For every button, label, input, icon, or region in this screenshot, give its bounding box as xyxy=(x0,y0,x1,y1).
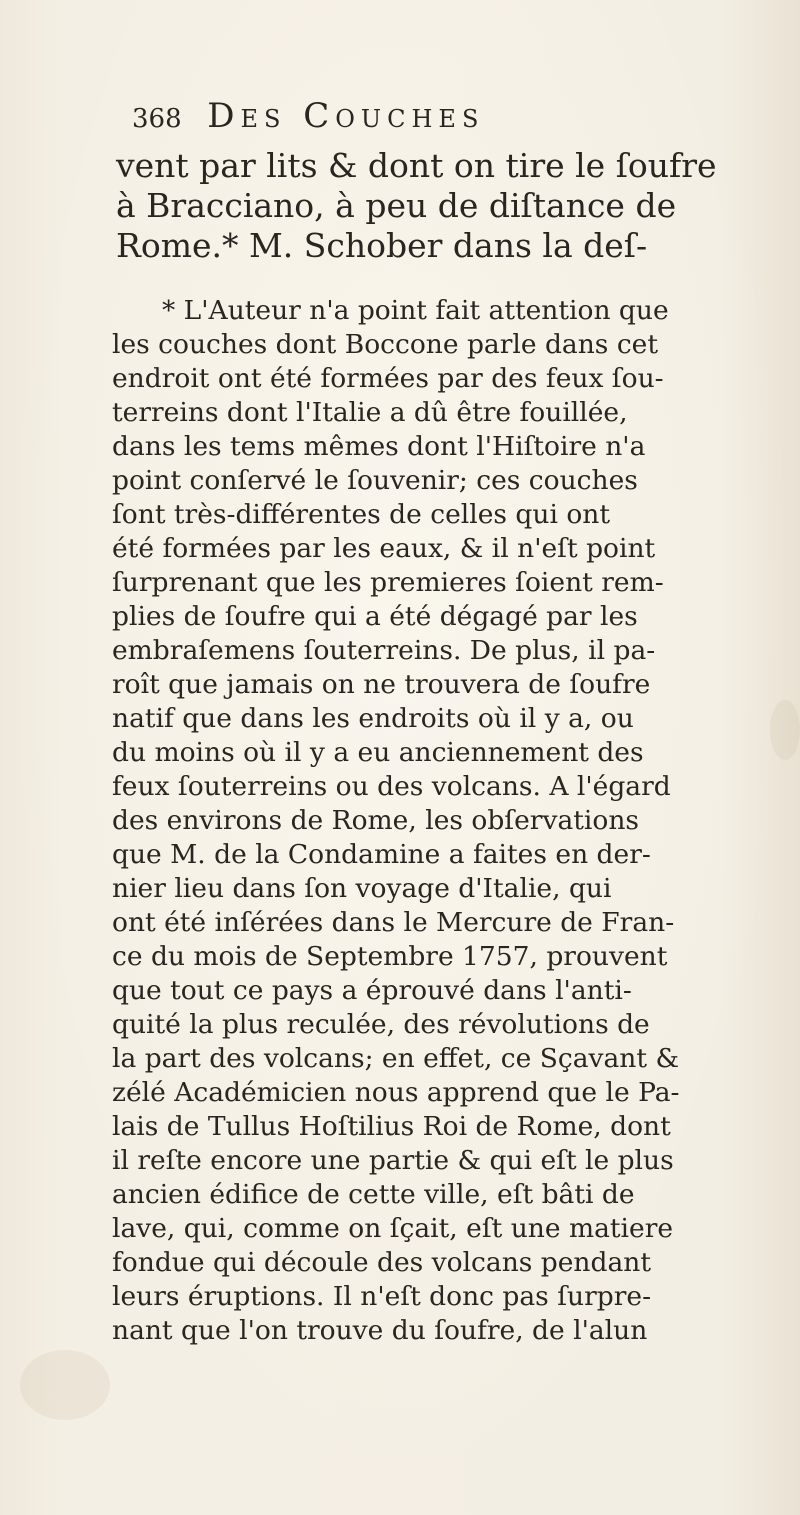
footnote-line: terreins dont l'Italie a dû être fouillée, xyxy=(112,397,628,428)
footnote-line: été formées par les eaux, & il n'eſt point xyxy=(112,533,656,564)
footnote-line: que tout ce pays a éprouvé dans l'anti- xyxy=(112,975,632,1006)
footnote-line: * L'Auteur n'a point fait attention que xyxy=(162,295,669,326)
paper-stain xyxy=(770,700,800,760)
text-line: à Bracciano, à peu de diſtance de xyxy=(116,186,677,225)
footnote-line: endroit ont été formées par des feux ſou- xyxy=(112,363,664,394)
running-title: Des Couches xyxy=(207,96,485,136)
main-text xyxy=(116,146,776,266)
footnote-line: lais de Tullus Hoſtilius Roi de Rome, dont xyxy=(112,1111,671,1142)
text-line: vent par lits & dont on tire le ſoufre xyxy=(116,146,717,185)
footnote-line: ancien édifice de cette ville, eſt bâti de xyxy=(112,1179,635,1210)
footnote-line: du moins où il y a eu anciennement des xyxy=(112,737,644,768)
footnote-line: nant que l'on trouve du ſoufre, de l'alun xyxy=(112,1315,648,1346)
footnote-line: que M. de la Condamine a faites en der- xyxy=(112,839,651,870)
footnote-line: des environs de Rome, les obſervations xyxy=(112,805,639,836)
footnote-line: ont été inſérées dans le Mercure de Fran- xyxy=(112,907,675,938)
page-number: 368 xyxy=(132,104,182,134)
footnote-line: zélé Académicien nous apprend que le Pa- xyxy=(112,1077,680,1108)
footnote-line: ce du mois de Septembre 1757, prouvent xyxy=(112,941,668,972)
footnote-line: lave, qui, comme on ſçait, eſt une matiere xyxy=(112,1213,674,1244)
footnote-line: ſurprenant que les premieres ſoient rem- xyxy=(112,567,664,598)
paper-stain xyxy=(20,1350,110,1420)
footnote-line: ſont très-différentes de celles qui ont xyxy=(112,499,611,530)
footnote-line: natif que dans les endroits où il y a, ou xyxy=(112,703,634,734)
footnote-line: embraſemens ſouterreins. De plus, il pa- xyxy=(112,635,656,666)
footnote-line: fondue qui découle des volcans pendant xyxy=(112,1247,651,1278)
footnote xyxy=(112,294,772,1348)
text-line: Rome.* M. Schober dans la deſ- xyxy=(116,226,648,265)
footnote-line: la part des volcans; en effet, ce Sçavant & xyxy=(112,1043,680,1074)
footnote-line: point conſervé le ſouvenir; ces couches xyxy=(112,465,638,496)
footnote-line: les couches dont Boccone parle dans cet xyxy=(112,329,658,360)
footnote-line: nier lieu dans ſon voyage d'Italie, qui xyxy=(112,873,612,904)
footnote-line: feux ſouterreins ou des volcans. A l'égard xyxy=(112,771,671,802)
footnote-line: dans les tems mêmes dont l'Hiſtoire n'a xyxy=(112,431,646,462)
running-head xyxy=(132,96,692,136)
footnote-line: roît que jamais on ne trouvera de ſoufre xyxy=(112,669,651,700)
footnote-line: plies de ſoufre qui a été dégagé par les xyxy=(112,601,638,632)
footnote-line: quité la plus reculée, des révolutions de xyxy=(112,1009,650,1040)
footnote-line: il reſte encore une partie & qui eſt le plus xyxy=(112,1145,674,1176)
footnote-line: leurs éruptions. Il n'eſt donc pas ſurpre- xyxy=(112,1281,652,1312)
